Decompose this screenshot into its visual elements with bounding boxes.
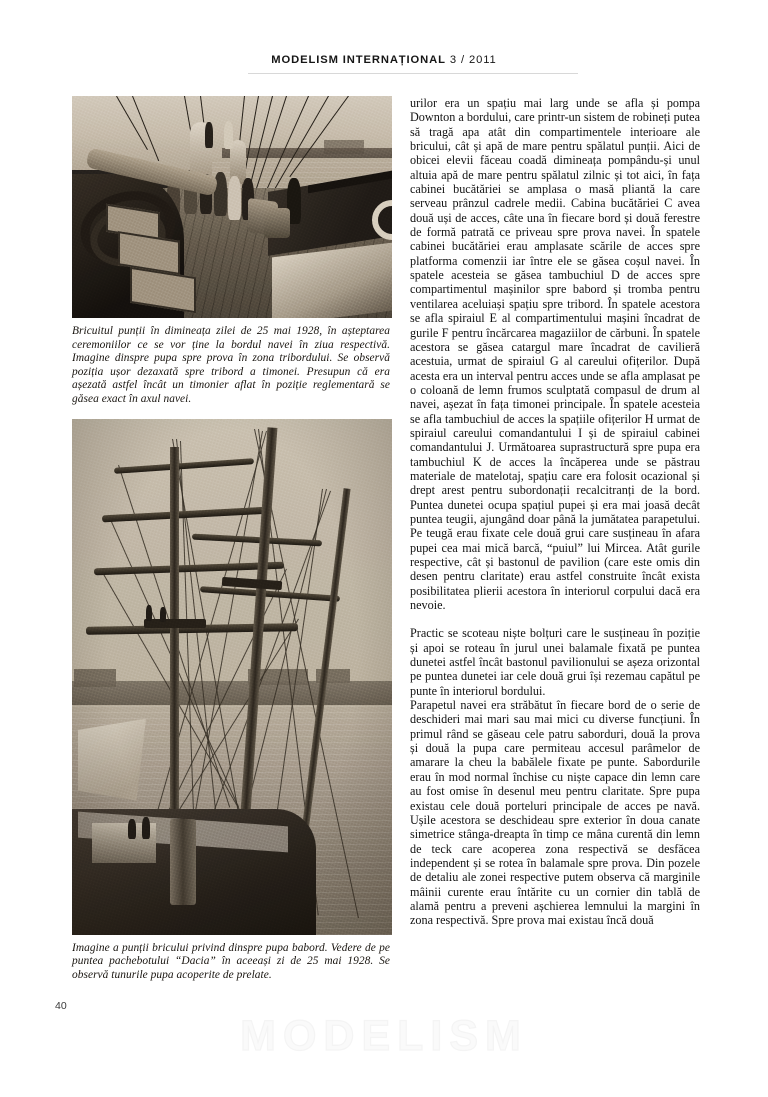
running-head xyxy=(0,50,768,68)
page-watermark: MODELISM xyxy=(240,1012,528,1060)
photo2-vignette xyxy=(72,419,392,935)
photo-deck-1928 xyxy=(72,96,392,318)
page-number: 40 xyxy=(55,1000,67,1012)
body-paragraph-2: Practic se scoteau niște bolțuri care le susțineau în poziție și apoi se roteau în jurul unei balamale fixată pe puntea dunetei astfel încât bastonul pavilionului se așeza orizontal pe puntea dunetei iar cele două grui își rezemau capătul pe punte în interiorul bordului. xyxy=(410,626,700,698)
body-text-column xyxy=(410,96,700,928)
body-paragraph-1: urilor era un spațiu mai larg unde se afla și pompa Downton a bordului, care printr-un sistem de robineți putea să tragă apa atât din compartimentele interioare ale bricului, cât și apă de mare pentru spălatul punții. Aici de obicei elevii făceau coadă dimineața pompându-și unul altuia apă de mare pentru spălatul zilnic și tot aici, în fața cabinei bucătăriei se amplasa o masă pliantă la care serveau prânzul cadrele medii. Cabina bucătăriei C avea două uși de acces, câte una în fiecare bord și două ferestre de formă patrată ce priveau spre prova navei. În spatele cabinei bucătăriei erau amplasate scările de acces spre platforma comenzii iar între ele se găsea coșul navei. În spatele acesteia se găsea tambuchiul D de acces spre compartimentul mașinilor spre babord și tromba pentru ventilarea aceluiași spațiu spre tribord. În spatele acestora se afla spiraiul E al compartimentului mașini încadrat de gurile F pentru încărcarea magaziilor de cărbuni. În spatele acestora se găsea catargul mare încadrat de cavilieră acestuia, urmat de spiraiul G al careului ofițerilor. După acesta era un interval pentru acces unde se afla amplasat pe o coloană de lemn frumos sculptată compasul de drum al navei, așezat în fața timonei principale. În spatele acesteia se afla tambuchiul de acces la spațiile ofițerilor H urmat de spiraiul careului comandantului I și de spiraiul cabinei comandantului J. Următoarea suprastructură spre pupa era tambuchiul K de acces la încăperea unde se păstrau materiale de matelotaj, spațiu care era folosit ocazional și drept arest pentru subordonații recalcitranți de la bord. Puntea dunetei ocupa spațiul pupei și era mai joasă decât puntea teugii, ajungând doar până la jumătatea parapetului. Pe teugă erau fixate cele două grui care susțineau în afara pupei cea mai mică barcă, “puiul” lui Mircea. Atât gurile respective, cât și bastonul de pavilion (care este omis din desen pentru claritate) erau astfel construite încât exista posibilitatea plierii acestora în interiorul corpului dacă era nevoie. xyxy=(410,96,700,613)
left-column xyxy=(72,96,392,982)
photo1-film-grain xyxy=(72,96,392,318)
photo-brig-from-dacia xyxy=(72,419,392,935)
running-head-issue: 3 / 2011 xyxy=(449,54,497,66)
photo-caption-2: Imagine a punții bricului privind dinspre pupa babord. Vedere de pe puntea pachebotului “Dacia” în aceeași zi de 25 mai 1928. Se observă tunurile pupa acoperite de prelate. xyxy=(72,941,390,981)
photo-caption-1: Bricuitul punții în dimineața zilei de 25 mai 1928, în așteptarea ceremoniilor ce se vor ține la bordul navei în ziua respectivă. Imagine dinspre pupa spre prova în zona tribordului. Se observă poziția ușor dezaxată spre tribord a timonei. Presupun că era așezată astfel încât un timonier aflat în poziție reglementară se găsea exact în axul navei. xyxy=(72,325,390,405)
header-divider xyxy=(248,73,578,74)
running-head-magazine: MODELISM INTERNAȚIONAL xyxy=(271,54,446,66)
body-paragraph-3: Parapetul navei era străbătut în fiecare bord de o serie de deschideri mai mari sau mai mici cu diverse funcțiuni. În primul rând se găseau cele patru saborduri, două la prova și două la pupa care permiteau accesul parâmelor de amarare la cheu la babălele fixate pe punte. Sabordurile erau în mod normal închise cu niște capace din lemn care au fost omise în desenul meu pentru claritate. Spre pupa existau cele două porteluri principale de acces pe navă. Ușile acestora se deschideau spre exterior în doua canate simetrice stânga-dreapta în timp ce mâna curentă din lemn de teck care acoperea zona respectivă se desfăcea independent și se rotea în balamale spre prova. Din pozele de detaliu ale zonei respective putem observa că marginile mâinii curente erau întărite cu un cornier din tablă de alamă pentru a preveni așchierea lemnului la margini în zona respectivă. Spre prova mai existau încă două xyxy=(410,698,700,928)
